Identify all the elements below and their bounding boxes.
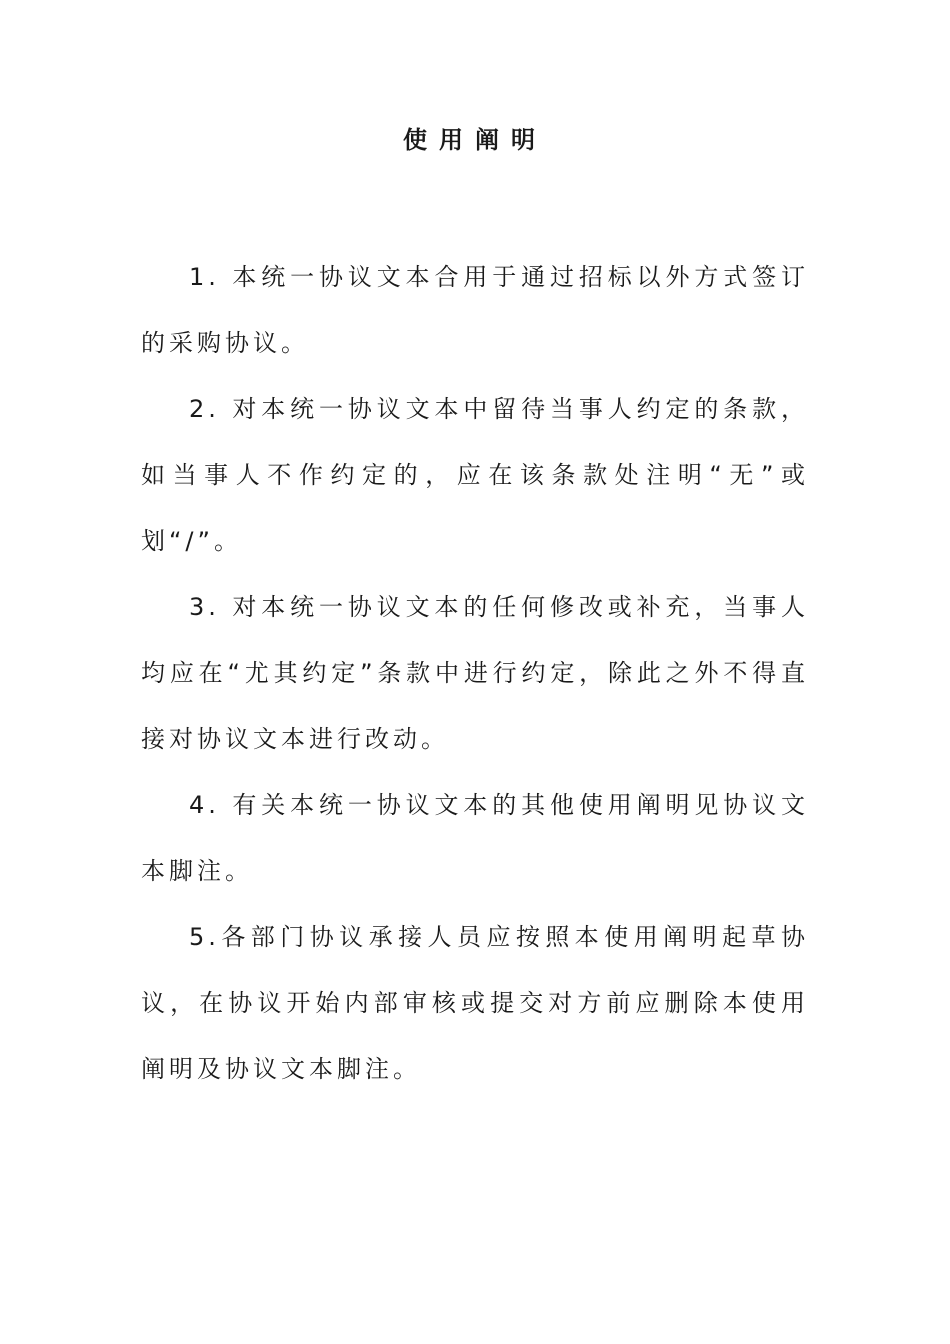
paragraph-1: 1. 本统一协议文本合用于通过招标以外方式签订的采购协议。 [141,263,809,357]
paragraph-2: 2. 对本统一协议文本中留待当事人约定的条款，如当事人不作约定的，应在该条款处注明“无”或划“/”。 [141,395,809,555]
page-title: 使用阐明 [403,126,547,154]
paragraph-3: 3. 对本统一协议文本的任何修改或补充，当事人均应在“尤其约定”条款中进行约定，除此之外不得直接对协议文本进行改动。 [141,593,809,753]
paragraph-4: 4. 有关本统一协议文本的其他使用阐明见协议文本脚注。 [141,791,809,885]
document-body [141,244,809,1102]
paragraph-5: 5.各部门协议承接人员应按照本使用阐明起草协议，在协议开始内部审核或提交对方前应删除本使用阐明及协议文本脚注。 [141,923,809,1083]
